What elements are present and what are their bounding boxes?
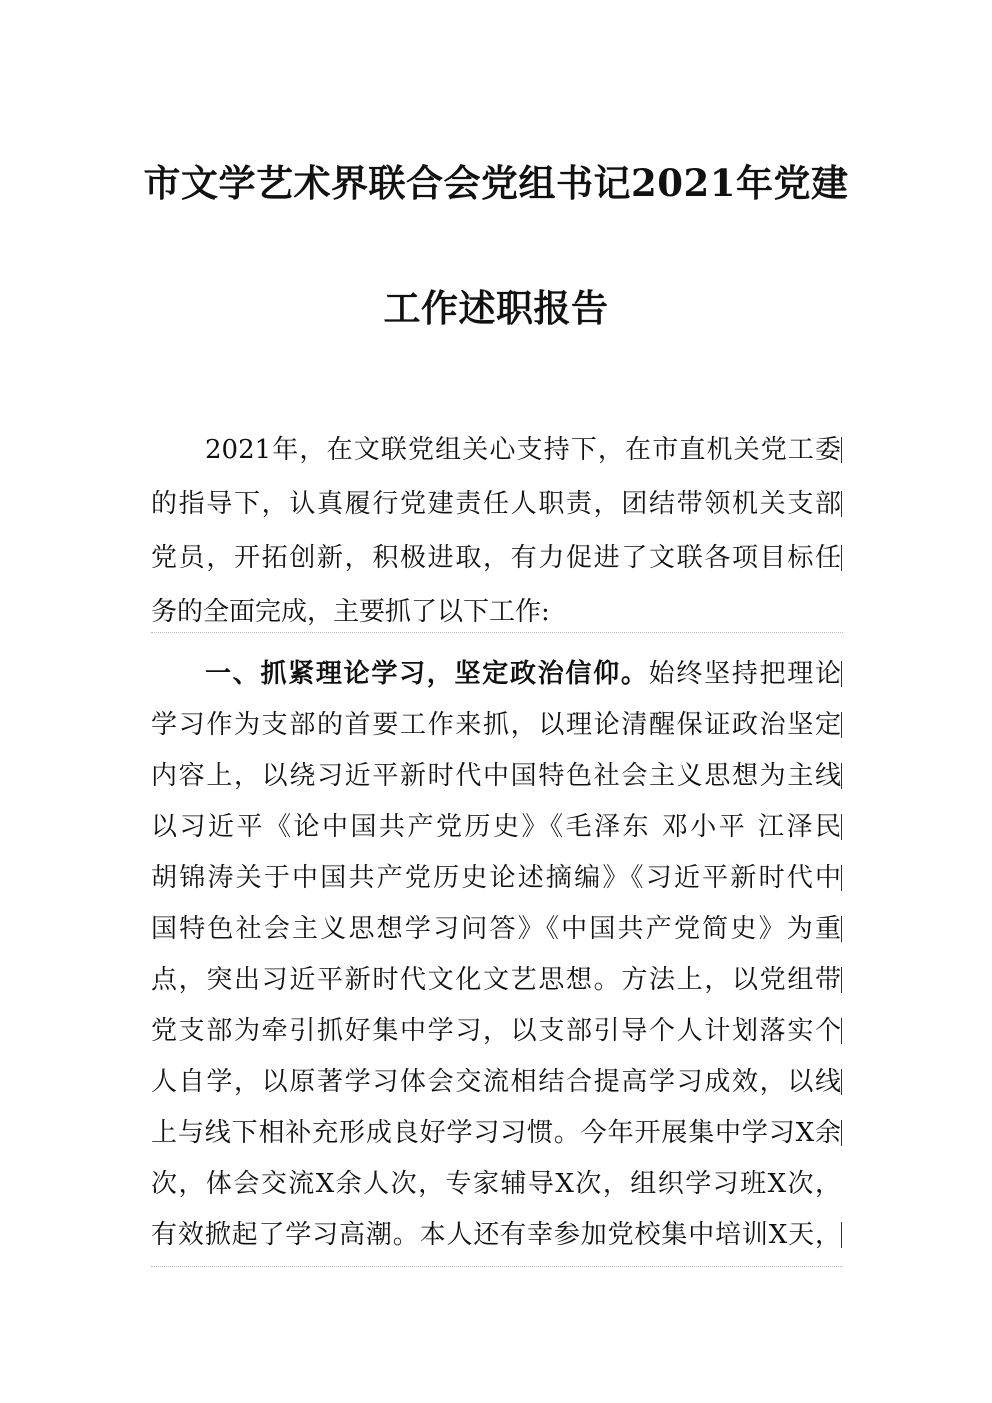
paragraph-2-line-4: 以习近平《论中国共产党历史》《毛泽东 邓小平 江泽民 <box>151 812 841 842</box>
paragraph-2-line-11: 次，体会交流X余人次，专家辅导X次，组织学习班X次， <box>151 1169 841 1199</box>
line-marker <box>841 1120 842 1146</box>
line-marker <box>841 1018 842 1044</box>
document-title-line-1: 市文学艺术界联合会党组书记2021年党建 <box>143 161 849 205</box>
paragraph-2-line-5: 胡锦涛关于中国共产党历史论述摘编》《习近平新时代中 <box>151 863 841 893</box>
line-marker <box>841 967 842 993</box>
paragraph-1-line-3: 党员，开拓创新，积极进取，有力促进了文联各项目标任 <box>151 543 841 573</box>
paragraph-2-line-10: 上与线下相补充形成良好学习习惯。今年开展集中学习X余 <box>151 1118 841 1148</box>
paragraph-1-line-4: 务的全面完成，主要抓了以下工作: <box>151 597 550 627</box>
line-marker <box>841 763 842 789</box>
paragraph-2-line-9: 人自学，以原著学习体会交流相结合提高学习成效，以线 <box>151 1067 841 1097</box>
paragraph-2-line-6: 国特色社会主义思想学习问答》《中国共产党简史》为重 <box>151 914 841 944</box>
line-marker <box>841 491 842 517</box>
paragraph-2-line-8: 党支部为牵引抓好集中学习，以支部引导个人计划落实个 <box>151 1016 841 1046</box>
line-marker <box>841 437 842 463</box>
line-marker <box>841 814 842 840</box>
line-marker <box>841 865 842 891</box>
paragraph-2-line-1-rest: 始终坚持把理论 <box>648 659 841 689</box>
line-marker <box>841 916 842 942</box>
paragraph-2-line-3: 内容上，以绕习近平新时代中国特色社会主义思想为主线 <box>151 761 841 791</box>
document-title-line-2: 工作述职报告 <box>383 286 609 330</box>
line-marker <box>841 1069 842 1095</box>
paragraph-2-line-12: 有效掀起了学习高潮。本人还有幸参加党校集中培训X天， <box>151 1220 841 1250</box>
paragraph-1-line-1: 2021年，在文联党组关心支持下，在市直机关党工委 <box>205 435 841 465</box>
line-marker <box>841 712 842 738</box>
line-divider <box>151 632 843 633</box>
line-marker <box>841 545 842 571</box>
line-marker <box>841 661 842 687</box>
section-heading: 一、抓紧理论学习，坚定政治信仰。 <box>205 659 649 689</box>
line-divider <box>151 1266 843 1267</box>
line-marker <box>841 1222 842 1248</box>
paragraph-1-line-2: 的指导下，认真履行党建责任人职责，团结带领机关支部 <box>151 489 841 519</box>
paragraph-2-line-2: 学习作为支部的首要工作来抓，以理论清醒保证政治坚定 <box>151 710 841 740</box>
paragraph-2-line-1 <box>205 659 841 689</box>
paragraph-2-line-7: 点，突出习近平新时代文化文艺思想。方法上，以党组带 <box>151 965 841 995</box>
